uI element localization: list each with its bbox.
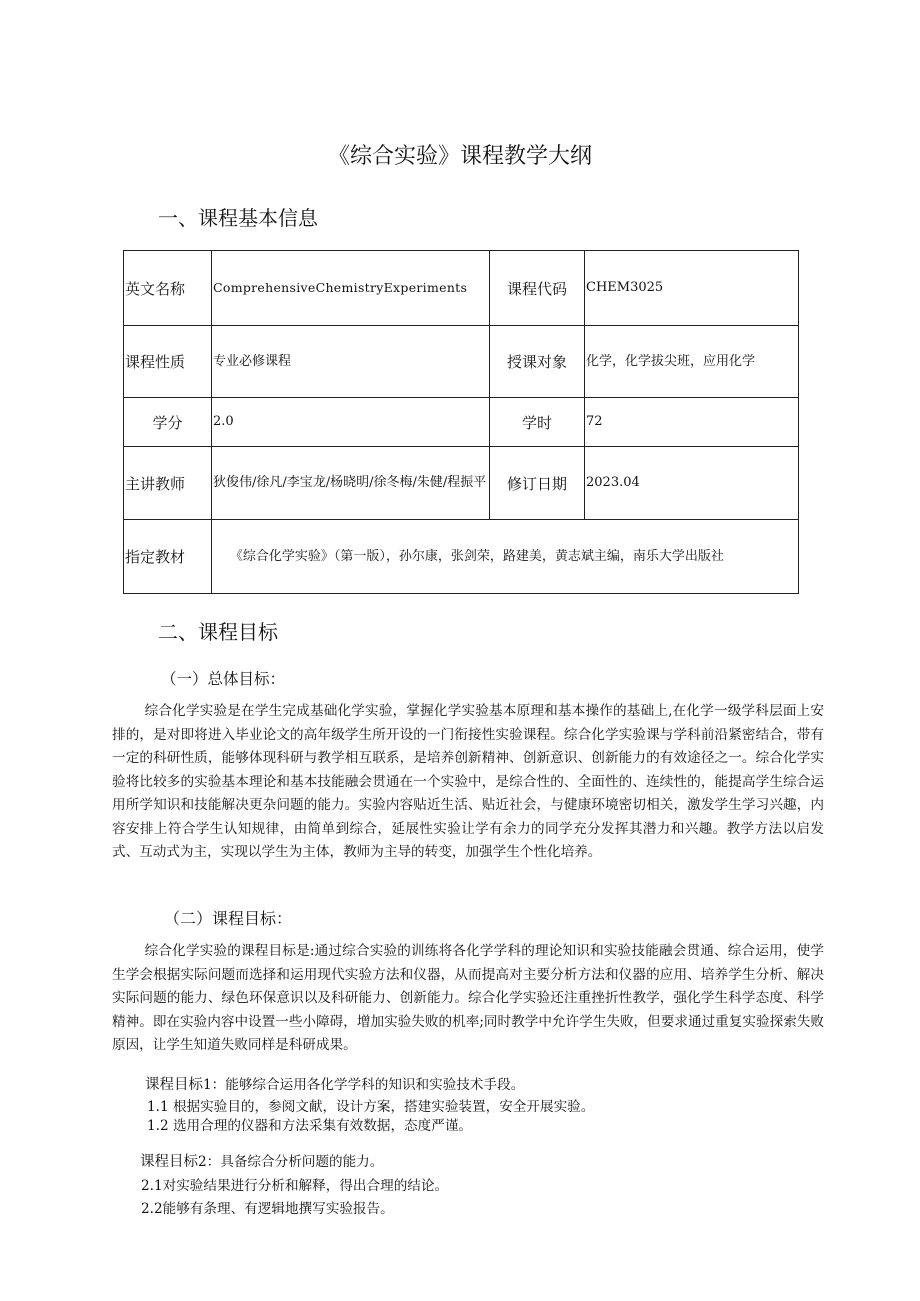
course-code-label: 课程代码 [490, 251, 585, 326]
table-row [124, 398, 799, 447]
teachers-label: 主讲教师 [124, 447, 212, 520]
overall-goal-paragraph: 综合化学实验是在学生完成基础化学实验，掌握化学实验基本原理和基本操作的基础上,在化学一级学科层面上安排的，是对即将进入毕业论文的高年级学生所开设的一门衔接性实验课程。综合化学实验课与学科前沿紧密结合，带有一定的科研性质，能够体现科研与教学相互联系，是培养创新精神、创新意识、创新能力的有效途径之一。综合化学实验将比较多的实验基本理论和基本技能融会贯通在一个实验中，是综合性的、全面性的、连续性的，能提高学生综合运用所学知识和技能解决更杂问题的能力。实验内容贴近生活、贴近社会，与健康环境密切相关，激发学生学习兴趣，内容安排上符合学生认知规律，由简单到综合，延展性实验让学有余力的同学充分发挥其潜力和兴趣。教学方法以启发式、互动式为主，实现以学生为主体，教师为主导的转变，加强学生个性化培养。 [112, 703, 824, 860]
document-title: 《综合实验》课程教学大纲 [327, 144, 592, 169]
overall-goal-heading: （一）总体目标： [161, 670, 286, 688]
section-heading-basic-info: 一、课程基本信息 [158, 206, 318, 230]
goal1-item: 1.1 根据实验目的，参阅文献，设计方案，搭建实验装置，安全开展实验。 [147, 1099, 595, 1115]
goal2-label: 课程目标 [140, 1154, 198, 1170]
hours-value: 72 [585, 398, 799, 447]
revision-date-label: 修订日期 [490, 447, 585, 520]
course-nature-label: 课程性质 [124, 326, 212, 398]
table-row [124, 251, 799, 326]
english-name-value: ComprehensiveChemistryExperiments [212, 251, 490, 326]
revision-date-value: 2023.04 [585, 447, 799, 520]
credit-label: 学分 [124, 398, 212, 447]
table-row [124, 447, 799, 520]
course-info-table [123, 250, 799, 594]
english-name-label: 英文名称 [124, 251, 212, 326]
goal1-label: 课程目标 [145, 1077, 203, 1093]
course-goal-paragraph: 综合化学实验的课程目标是:通过综合实验的训练将各化学学科的理论知识和实验技能融会贯通、综合运用，使学生学会根据实际问题而选择和运用现代实验方法和仪器，从而提高对主要分析方法和仪器的应用、培养学生分析、解决实际问题的能力、绿色环保意识以及科研能力、创新能力。综合化学实验还注重挫折性教学，强化学生科学态度、科学精神。即在实验内容中设置一些小障碍，增加实验失败的机率;同时教学中允许学生失败，但要求通过重复实验探索失败原因，让学生知道失败同样是科研成果。 [112, 943, 824, 1053]
goal2-item: 2.2能够有条理、有逻辑地撰写实验报告。 [141, 1201, 394, 1217]
teachers-value: 狄俊伟/徐凡/李宝龙/杨晓明/徐冬梅/朱健/程振平 [212, 447, 490, 520]
goal1-item: 1.2 选用合理的仪器和方法采集有效数据，态度严谨。 [147, 1118, 473, 1134]
course-goal-heading: （二）课程目标： [164, 909, 293, 928]
credit-value: 2.0 [212, 398, 490, 447]
textbook-value: 《综合化学实验》（第一版），孙尔康，张剑荣，路建美，黄志斌主编，南乐大学出版社 [212, 520, 799, 594]
goal2-text: 2：具备综合分析问题的能力。 [198, 1154, 384, 1170]
course-nature-value: 专业必修课程 [212, 326, 490, 398]
course-code-value: CHEM3025 [585, 251, 799, 326]
audience-label: 授课对象 [490, 326, 585, 398]
section-heading-course-goals: 二、课程目标 [158, 620, 278, 644]
table-row [124, 326, 799, 398]
textbook-label: 指定教材 [124, 520, 212, 594]
hours-label: 学时 [490, 398, 585, 447]
goal2-line [140, 1152, 383, 1172]
goal2-item: 2.1对实验结果进行分析和解释，得出合理的结论。 [141, 1178, 449, 1194]
table-row [124, 520, 799, 594]
goal1-line [145, 1075, 524, 1095]
audience-value: 化学，化学拔尖班，应用化学 [585, 326, 799, 398]
goal1-text: 1：能够综合运用各化学学科的知识和实验技术手段。 [203, 1077, 525, 1093]
